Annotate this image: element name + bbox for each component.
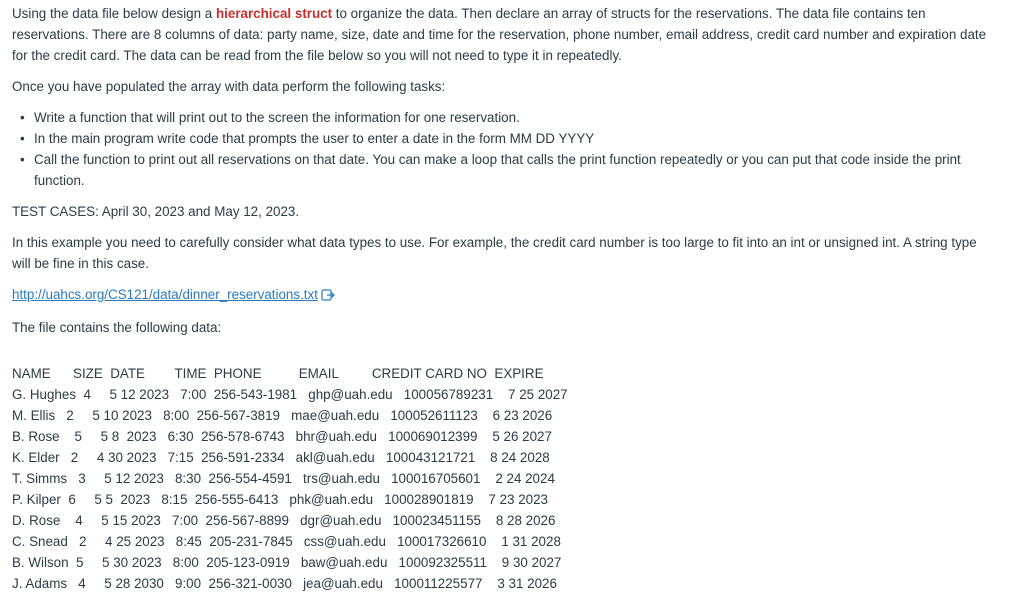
task-item: • Call the function to print out all reservations on that date. You can make a loop that calls the print function repeatedly or you can put that code inside the print function. [34, 149, 1012, 191]
reservation-data [12, 363, 1012, 594]
task-item: • In the main program write code that prompts the user to enter a date in the form MM DD YYYY [34, 128, 1012, 149]
tasks-intro: Once you have populated the array with data perform the following tasks: [12, 79, 446, 94]
data-row: B. Wilson 5 5 30 2023 8:00 205-123-0919 baw@uah.edu 100092325511 9 30 2027 [12, 555, 562, 570]
file-contains-label: The file contains the following data: [12, 320, 222, 335]
intro-text-before: Using the data file below design a [12, 6, 216, 21]
data-header-row: NAME SIZE DATE TIME PHONE EMAIL CREDIT CARD NO EXPIRE [12, 366, 544, 381]
test-cases: TEST CASES: April 30, 2023 and May 12, 2023. [12, 204, 300, 219]
data-file-link[interactable]: http://uahcs.org/CS121/data/dinner_reservations.txt [12, 287, 318, 302]
data-row: T. Simms 3 5 12 2023 8:30 256-554-4591 trs@uah.edu 100016705601 2 24 2024 [12, 471, 555, 486]
hierarchical-struct-highlight: hierarchical struct [215, 6, 333, 21]
data-types-note: In this example you need to carefully consider what data types to use. For example, the credit card number is too large to fit into an int or unsigned int. A string type will be fine in this case. [12, 235, 977, 271]
data-row: M. Ellis 2 5 10 2023 8:00 256-567-3819 mae@uah.edu 100052611123 6 23 2026 [12, 408, 553, 423]
data-row: D. Rose 4 5 15 2023 7:00 256-567-8899 dgr@uah.edu 100023451155 8 28 2026 [12, 513, 556, 528]
data-row: C. Snead 2 4 25 2023 8:45 205-231-7845 css@uah.edu 100017326610 1 31 2028 [12, 534, 561, 549]
task-list [12, 107, 1012, 191]
external-link-icon[interactable] [321, 286, 335, 307]
intro-paragraph [12, 3, 997, 66]
data-row: J. Adams 4 5 28 2030 9:00 256-321-0030 jea@uah.edu 100011225577 3 31 2026 [12, 576, 557, 591]
data-row: G. Hughes 4 5 12 2023 7:00 256-543-1981 ghp@uah.edu 100056789231 7 25 2027 [12, 387, 568, 402]
data-row: B. Rose 5 5 8 2023 6:30 256-578-6743 bhr@uah.edu 100069012399 5 26 2027 [12, 429, 552, 444]
data-row: P. Kilper 6 5 5 2023 8:15 256-555-6413 phk@uah.edu 100028901819 7 23 2023 [12, 492, 548, 507]
task-item: • Write a function that will print out to the screen the information for one reservation. [34, 107, 1012, 128]
intro-text-after: to organize the data. Then declare an array of structs for the reservations. The data file contains ten reservations. There are 8 columns of data: party name, size, date and time for the reservation, phone number, email address, credit card number and expiration date for the credit card. The data can be read from the file below so you will not need to type it in repeatedly. [12, 6, 987, 63]
data-row: K. Elder 2 4 30 2023 7:15 256-591-2334 akl@uah.edu 100043121721 8 24 2028 [12, 450, 550, 465]
file-link-paragraph [12, 284, 1012, 307]
